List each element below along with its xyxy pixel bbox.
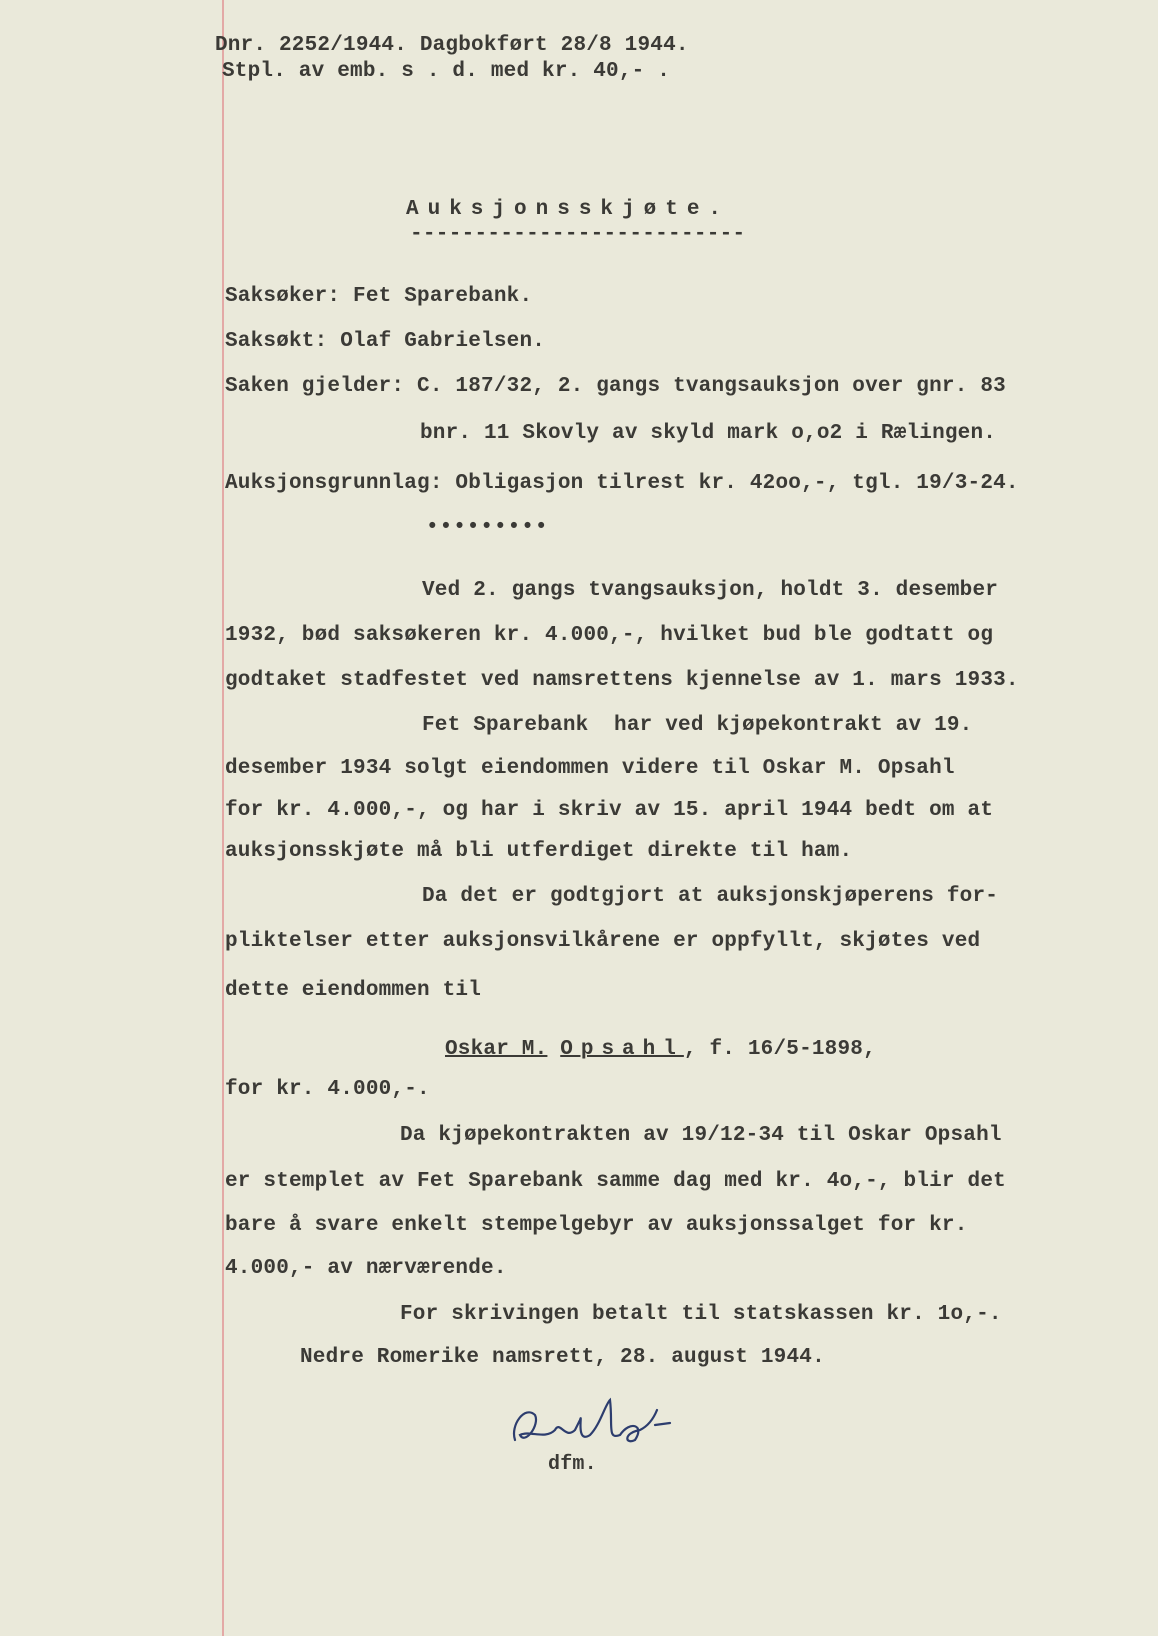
- defendant: Saksøkt: Olaf Gabrielsen.: [225, 330, 546, 353]
- body-line: 1932, bød saksøkeren kr. 4.000,-, hvilket bud ble godtatt og: [225, 624, 994, 647]
- separator-dots: •••••••••: [426, 516, 549, 539]
- auction-basis: Auksjonsgrunnlag: Obligasjon tilrest kr. 42oo,-, tgl. 19/3-24.: [225, 472, 1019, 495]
- body-line: Ved 2. gangs tvangsauksjon, holdt 3. desember: [422, 579, 999, 602]
- body-line: 4.000,- av nærværende.: [225, 1257, 507, 1280]
- body-line: bare å svare enkelt stempelgebyr av auksjonssalget for kr.: [225, 1214, 968, 1237]
- body-line: godtaket stadfestet ved namsrettens kjennelse av 1. mars 1933.: [225, 669, 1019, 692]
- buyer-first-name: Oskar M.: [445, 1038, 548, 1061]
- plaintiff: Saksøker: Fet Sparebank.: [225, 285, 533, 308]
- case-line-2: bnr. 11 Skovly av skyld mark o,o2 i Rælingen.: [420, 422, 997, 445]
- signature-title: dfm.: [548, 1453, 597, 1476]
- fee-line: For skrivingen betalt til statskassen kr. 1o,-.: [400, 1303, 1002, 1326]
- body-line: auksjonsskjøte må bli utferdiget direkte til ham.: [225, 840, 853, 863]
- buyer-birth: , f. 16/5-1898,: [683, 1038, 876, 1061]
- body-line: desember 1934 solgt eiendommen videre til Oskar M. Opsahl: [225, 757, 955, 780]
- buyer-line: [445, 1037, 876, 1063]
- body-line: er stemplet av Fet Sparebank samme dag med kr. 4o,-, blir det: [225, 1170, 1006, 1193]
- handwritten-signature: [505, 1385, 685, 1455]
- place-date: Nedre Romerike namsrett, 28. august 1944.: [300, 1346, 825, 1369]
- stamp-note: Stpl. av emb. s . d. med kr. 40,- .: [222, 60, 671, 83]
- body-line: for kr. 4.000,-, og har i skriv av 15. april 1944 bedt om at: [225, 799, 994, 822]
- body-line: Da kjøpekontrakten av 19/12-34 til Oskar Opsahl: [400, 1124, 1002, 1147]
- body-line: pliktelser etter auksjonsvilkårene er oppfyllt, skjøtes ved: [225, 930, 981, 953]
- buyer-price: for kr. 4.000,-.: [225, 1078, 430, 1101]
- title-rule: --------------------------: [410, 223, 746, 246]
- journal-number: Dnr. 2252/1944. Dagbokført 28/8 1944.: [215, 34, 689, 57]
- case-line-1: Saken gjelder: C. 187/32, 2. gangs tvangsauksjon over gnr. 83: [225, 375, 1006, 398]
- margin-line: [222, 0, 224, 1636]
- buyer-surname: Opsahl: [560, 1038, 684, 1061]
- body-line: Fet Sparebank har ved kjøpekontrakt av 19.: [422, 714, 973, 737]
- document-title: Auksjonsskjøte.: [406, 198, 731, 221]
- body-line: dette eiendommen til: [225, 979, 482, 1002]
- body-line: Da det er godtgjort at auksjonskjøperens for-: [422, 885, 999, 908]
